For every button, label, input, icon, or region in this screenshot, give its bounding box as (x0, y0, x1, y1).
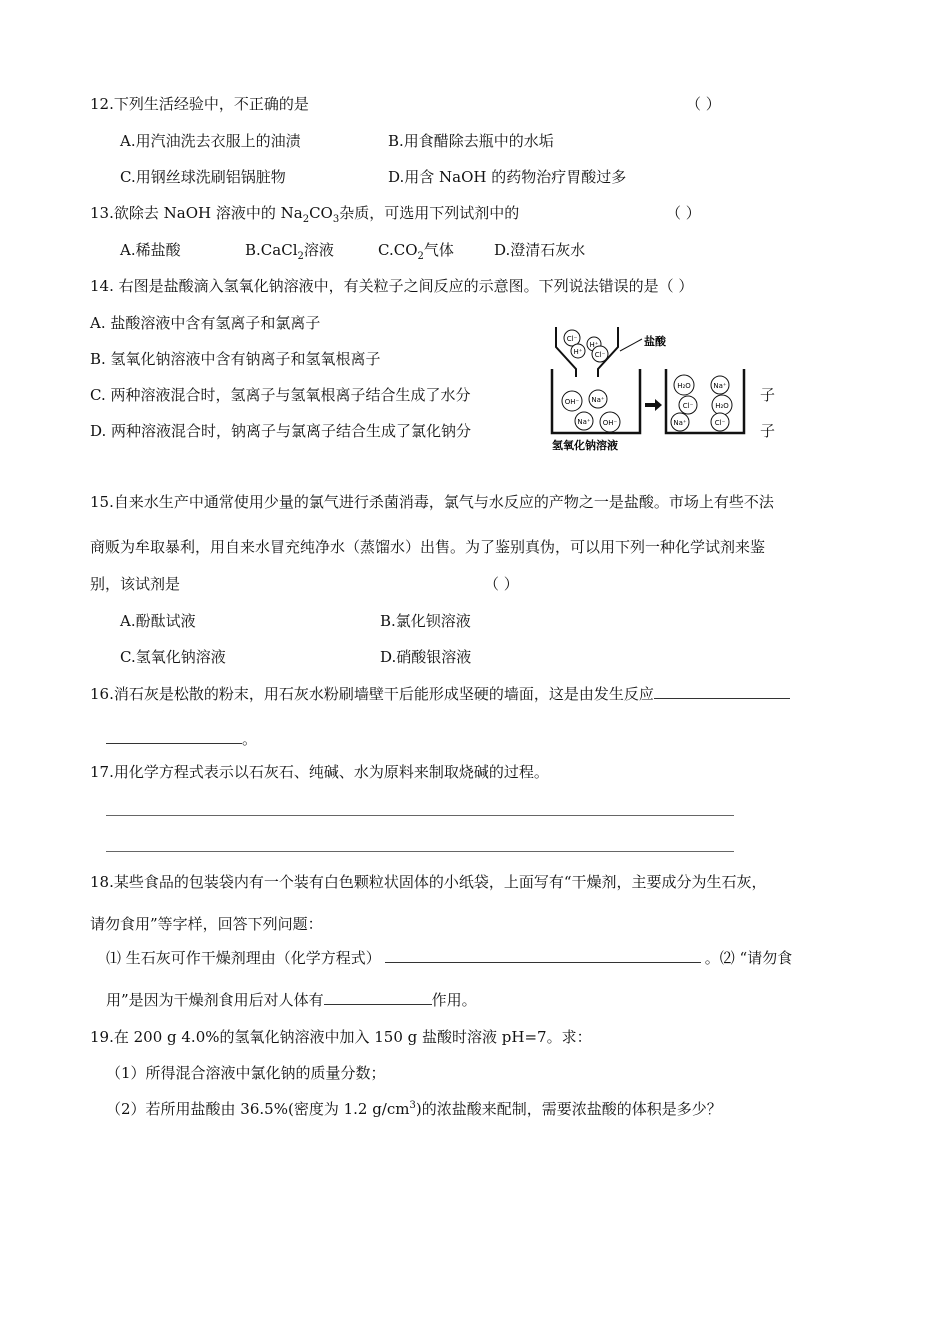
ion-label: OH⁻ (602, 419, 618, 427)
ion-label: Cl⁻ (594, 351, 606, 359)
q16-continuation: 。 (106, 729, 257, 749)
ion-label: H₂O (677, 382, 691, 390)
q14-option-c-tail: 子 (760, 386, 776, 404)
q15-stem-line2: 商贩为牟取暴利，用自来水冒充纯净水（蒸馏水）出售。为了鉴别真伪，可以用下列一种化学试剂来鉴 (90, 538, 766, 556)
reaction-diagram (548, 325, 750, 451)
q15-option-c: C.氢氧化钠溶液 (120, 648, 226, 666)
q18-part1: ⑴ 生石灰可作干燥剂理由（化学方程式） 。⑵ “请勿食 (106, 949, 793, 967)
q14-stem: 14. 右图是盐酸滴入氢氧化钠溶液中，有关粒子之间反应的示意图。下列说法错误的是（ ） (90, 277, 694, 295)
q18-stem-line2: 请勿食用”等字样，回答下列问题： (90, 915, 323, 933)
q18-stem-line1: 18.某些食品的包装袋内有一个装有白色颗粒状固体的小纸袋，上面写有“干燥剂，主要成分为生石灰， (90, 873, 767, 891)
q14-option-d-tail: 子 (760, 422, 776, 440)
q17-stem: 17.用化学方程式表示以石灰石、纯碱、水为原料来制取烧碱的过程。 (90, 763, 549, 781)
q19-part1: （1）所得混合溶液中氯化钠的质量分数； (106, 1064, 386, 1082)
label-pointer (620, 339, 642, 351)
q17-answer-line-2[interactable] (106, 851, 734, 852)
ion-label: H⁺ (589, 341, 599, 349)
ion-label: Na⁺ (673, 419, 687, 427)
ion-label: OH⁻ (564, 398, 580, 406)
q15-answer-bracket[interactable]: （ ） (484, 575, 519, 593)
q13-option-d: D.澄清石灰水 (494, 241, 586, 259)
q12-stem: 12.下列生活经验中，不正确的是 (90, 95, 309, 113)
q18-answer-blank-2[interactable] (324, 990, 432, 1005)
q16-answer-blank-2[interactable] (106, 729, 242, 744)
ion-label: Na⁺ (577, 418, 591, 426)
q14-option-b: B. 氢氧化钠溶液中含有钠离子和氢氧根离子 (90, 350, 381, 368)
label-sodium-hydroxide: 氢氧化钠溶液 (552, 439, 618, 451)
q12-option-c: C.用钢丝球洗刷铝锅脏物 (120, 168, 286, 186)
q14-option-d: D. 两种溶液混合时，钠离子与氯离子结合生成了氯化钠分 (90, 422, 472, 440)
q12-option-d: D.用含 NaOH 的药物治疗胃酸过多 (388, 168, 627, 186)
q16-stem: 16.消石灰是松散的粉末，用石灰水粉刷墙壁干后能形成坚硬的墙面，这是由发生反应 (90, 684, 790, 704)
q13-option-a: A.稀盐酸 (120, 241, 181, 259)
left-ions (562, 390, 620, 432)
ion-label: Cl⁻ (714, 419, 726, 427)
q14-option-a: A. 盐酸溶液中含有氢离子和氯离子 (90, 314, 321, 332)
q15-stem-line1: 15.自来水生产中通常使用少量的氯气进行杀菌消毒，氯气与水反应的产物之一是盐酸。市场上有些不法 (90, 493, 774, 511)
q18-answer-blank-1[interactable] (385, 948, 701, 963)
q13-answer-bracket[interactable]: （ ） (666, 204, 701, 222)
q19-stem: 19.在 200 g 4.0%的氢氧化钠溶液中加入 150 g 盐酸时溶液 pH=7。求： (90, 1028, 592, 1046)
q15-stem-line3: 别，该试剂是 (90, 575, 181, 593)
reaction-arrow-icon (645, 399, 662, 411)
q15-option-d: D.硝酸银溶液 (380, 648, 472, 666)
ion-label: Na⁺ (591, 396, 605, 404)
q12-option-b: B.用食醋除去瓶中的水垢 (388, 132, 554, 150)
label-hydrochloric-acid: 盐酸 (644, 335, 666, 348)
q16-answer-blank-1[interactable] (654, 684, 790, 699)
q15-option-b: B.氯化钡溶液 (380, 612, 471, 630)
ion-label: Cl⁻ (682, 402, 694, 410)
q17-answer-line-1[interactable] (106, 815, 734, 816)
drop-ions (564, 330, 608, 362)
q18-part2: 用”是因为干燥剂食用后对人体有 作用。 (106, 991, 477, 1009)
q14-option-c: C. 两种溶液混合时，氢离子与氢氧根离子结合生成了水分 (90, 386, 471, 404)
q13-stem: 13.欲除去 NaOH 溶液中的 $Na_2CO_3$杂质，可选用下列试剂中的 (90, 204, 520, 225)
right-ions (671, 375, 732, 431)
q13-option-c: $C.CO_2$气体 (378, 241, 454, 262)
q13-option-b: B.CaCl$_2$溶液 (245, 241, 334, 262)
q15-option-a: A.酚酞试液 (120, 612, 196, 630)
ion-label: Cl⁻ (566, 335, 578, 343)
ion-label: H₂O (715, 402, 729, 410)
ion-label: H⁺ (573, 348, 583, 356)
q12-option-a: A.用汽油洗去衣服上的油渍 (120, 132, 301, 150)
ion-label: Na⁺ (713, 382, 727, 390)
q12-answer-bracket[interactable]: （ ） (686, 95, 721, 113)
q19-part2: （2）若所用盐酸由 36.5%(密度为 1.2 $g/cm^3$)的浓盐酸来配制，需要浓盐酸的体积是多少？ (106, 1100, 722, 1118)
